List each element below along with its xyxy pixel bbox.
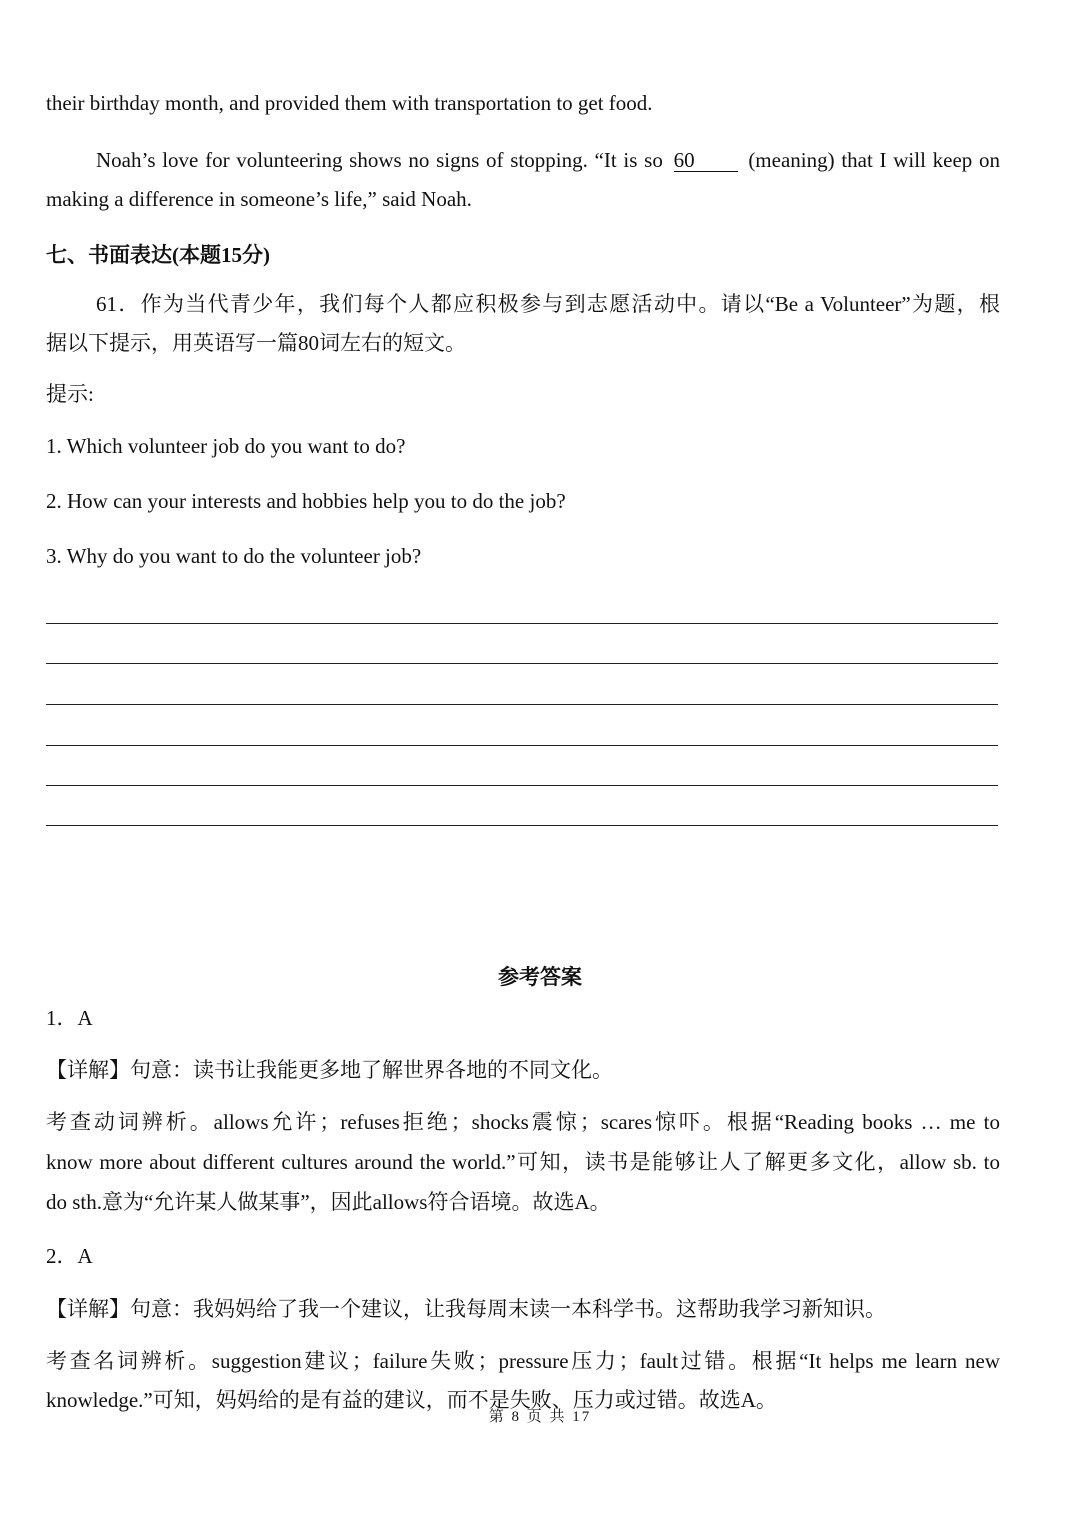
page-footer: 第 8 页 共 17 — [488, 1409, 592, 1425]
answer-analysis: knowledge.”可知，妈妈给的是有益的建议，而不是失败、压力或过错。故选A。 — [46, 1388, 777, 1412]
question-text: 61．作为当代青少年，我们每个人都应积极参与到志愿活动中。请以“Be a Volunteer”为题，根 — [96, 292, 1000, 316]
answer-detail: 【详解】句意：读书让我能更多地了解世界各地的不同文化。 — [46, 1058, 613, 1082]
answer-analysis: 考查动词辨析。allows允许；refuses拒绝；shocks震惊；scares惊吓。根据“Reading books … me to — [46, 1110, 1000, 1134]
passage-text: Noah’s love for volunteering shows no signs of stopping. “It is so — [96, 148, 663, 172]
hint-label: 提示: — [46, 382, 94, 406]
blank-answer-60: 60 — [674, 149, 738, 172]
writing-line[interactable] — [46, 623, 998, 624]
writing-line[interactable] — [46, 663, 998, 664]
answer-detail: 【详解】句意：我妈妈给了我一个建议，让我每周末读一本科学书。这帮助我学习新知识。 — [46, 1297, 886, 1321]
section-title: 七、书面表达(本题15分) — [46, 243, 270, 267]
question-text: 据以下提示，用英语写一篇80词左右的短文。 — [46, 331, 466, 355]
answer-key-title: 参考答案 — [498, 965, 582, 989]
answer-number: 1．A — [46, 1006, 93, 1030]
answer-analysis: do sth.意为“允许某人做某事”，因此allows符合语境。故选A。 — [46, 1190, 611, 1214]
answer-analysis: know more about different cultures around the world.”可知，读书是能够让人了解更多文化，allow sb. to — [46, 1150, 1000, 1174]
hint-item: 3. Why do you want to do the volunteer job? — [46, 544, 422, 568]
answer-number: 2．A — [46, 1244, 93, 1268]
writing-line[interactable] — [46, 704, 998, 705]
answer-analysis: 考查名词辨析。suggestion建议；failure失败；pressure压力；fault过错。根据“It helps me learn new — [46, 1349, 1000, 1373]
hint-item: 2. How can your interests and hobbies help you to do the job? — [46, 489, 566, 513]
passage-line: their birthday month, and provided them with transportation to get food. — [46, 91, 653, 115]
writing-line[interactable] — [46, 825, 998, 826]
hint-item: 1. Which volunteer job do you want to do? — [46, 434, 406, 458]
passage-line-with-blank — [96, 145, 1000, 175]
writing-line[interactable] — [46, 745, 998, 746]
passage-line: making a difference in someone’s life,” said Noah. — [46, 187, 472, 211]
passage-text: (meaning) that I will keep on — [748, 148, 1001, 172]
writing-line[interactable] — [46, 785, 998, 786]
